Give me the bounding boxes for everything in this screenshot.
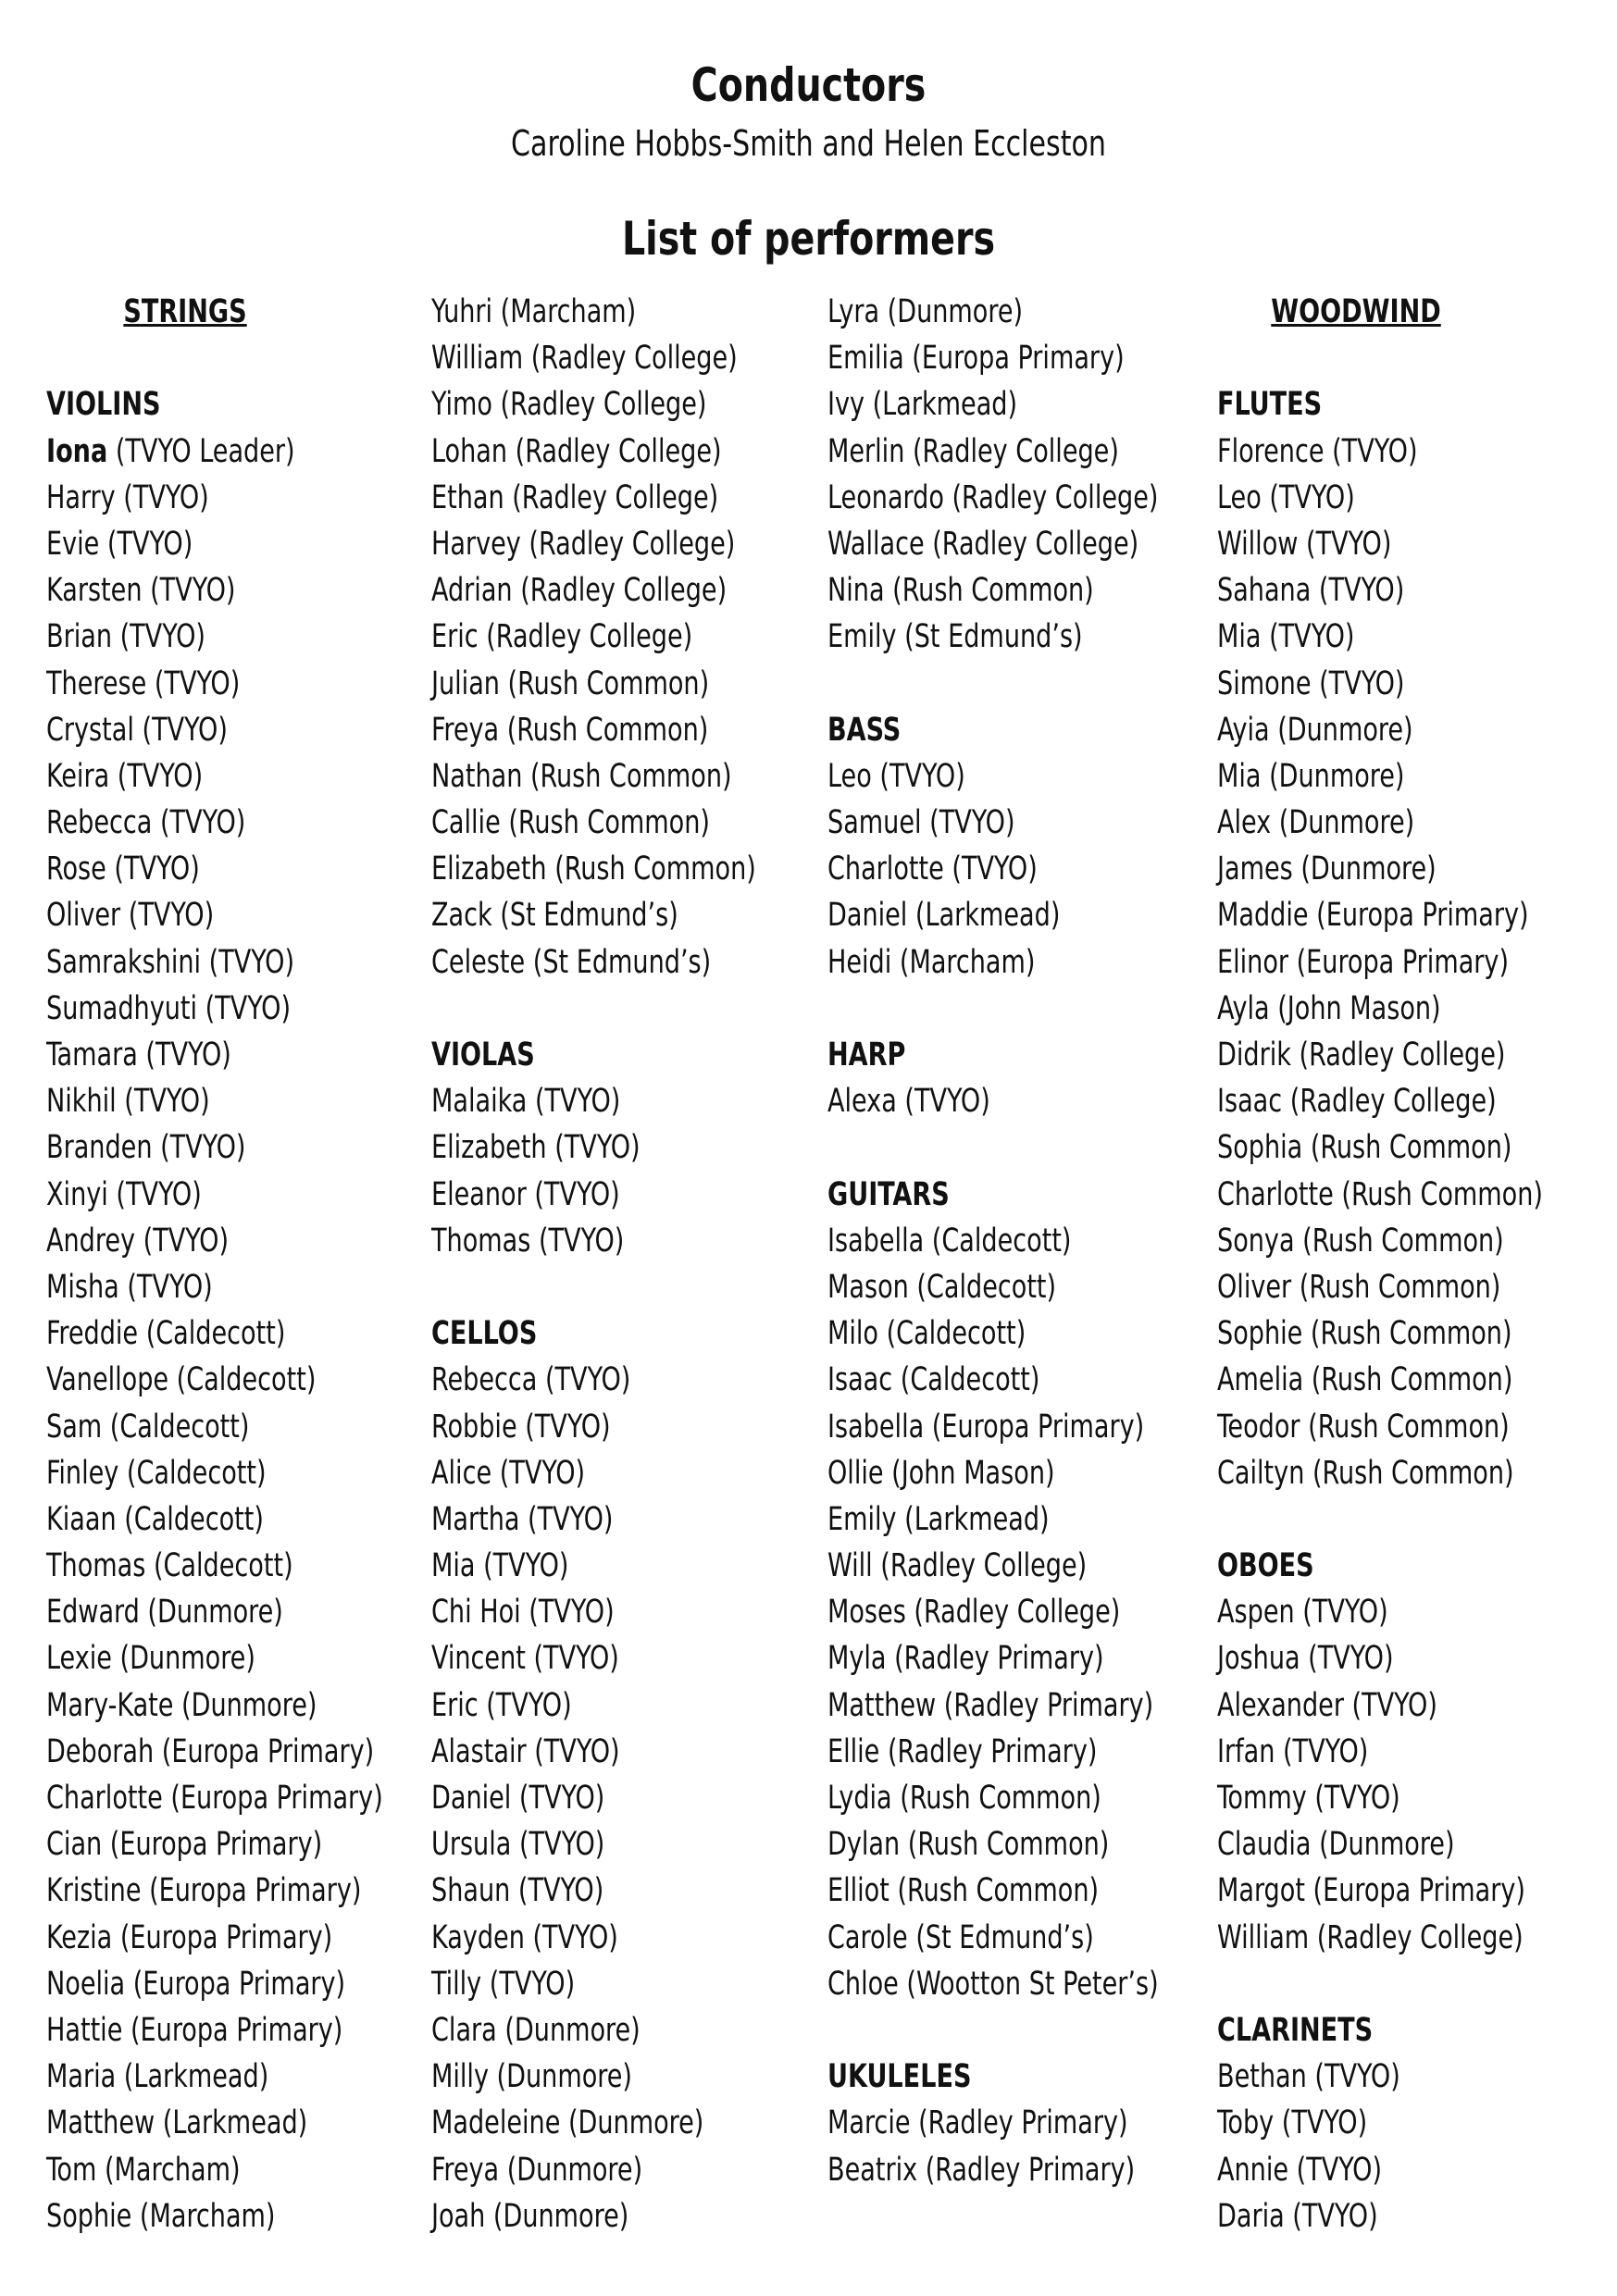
performer-entry: Nina (Rush Common) [827, 572, 1094, 610]
performer-entry: Beatrix (Radley Primary) [827, 2151, 1136, 2189]
performer-entry: Sam (Caldecott) [46, 1408, 250, 1446]
performer-entry: Matthew (Larkmead) [46, 2104, 308, 2142]
blank-line [431, 1264, 774, 1310]
performer-entry: Edward (Dunmore) [46, 1594, 283, 1632]
performer-entry: Maria (Larkmead) [46, 2058, 269, 2096]
performer-entry: Vanellope (Caldecott) [46, 1361, 317, 1399]
performer-entry: Tamara (TVYO) [46, 1036, 231, 1074]
performer-entry: Thomas (Caldecott) [46, 1547, 293, 1585]
performer-entry: Toby (TVYO) [1217, 2104, 1368, 2142]
blank-line [827, 2007, 1170, 2054]
performer-entry: Elizabeth (Rush Common) [431, 850, 756, 888]
performer-entry: Will (Radley College) [827, 1547, 1088, 1585]
performer-entry: Simone (TVYO) [1217, 664, 1405, 702]
blank-line [46, 335, 389, 381]
performer-entry: Tommy (TVYO) [1217, 1780, 1400, 1817]
performer-entry: Bethan (TVYO) [1217, 2058, 1400, 2096]
column-4 [1217, 289, 1615, 2240]
blank-line [827, 1124, 1170, 1171]
conductors-names: Caroline Hobbs-Smith and Helen Eccleston [510, 123, 1107, 164]
column-1 [46, 289, 444, 2240]
performer-entry: Karsten (TVYO) [46, 572, 236, 610]
performer-entry: Rose (TVYO) [46, 850, 200, 888]
performer-entry: Claudia (Dunmore) [1217, 1826, 1455, 1864]
performer-entry: Isabella (Caldecott) [827, 1222, 1072, 1260]
performer-entry: Matthew (Radley Primary) [827, 1686, 1154, 1724]
performer-entry: Sonya (Rush Common) [1217, 1222, 1504, 1260]
performer-entry: Charlotte (TVYO) [827, 850, 1038, 888]
performer-entry: Robbie (TVYO) [431, 1408, 611, 1446]
performer-entry: Nikhil (TVYO) [46, 1083, 210, 1121]
performer-entry: Myla (Radley Primary) [827, 1640, 1104, 1678]
performer-entry: Hattie (Europa Primary) [46, 2011, 343, 2049]
performer-entry [46, 428, 389, 475]
performer-entry: Samrakshini (TVYO) [46, 943, 295, 981]
performer-entry: Malaika (TVYO) [431, 1083, 621, 1121]
performer-entry: Freya (Rush Common) [431, 711, 709, 749]
performer-entry: Alice (TVYO) [431, 1454, 586, 1492]
performer-entry: Oliver (TVYO) [46, 897, 215, 935]
performer-entry: Margot (Europa Primary) [1217, 1872, 1525, 1910]
instrument-heading: VIOLAS [431, 1036, 535, 1074]
performer-entry: Rebecca (TVYO) [431, 1361, 631, 1399]
column-2 [431, 289, 829, 2240]
performer-entry: Amelia (Rush Common) [1217, 1361, 1513, 1399]
performer-entry: Florence (TVYO) [1217, 432, 1418, 470]
performer-entry: Leo (TVYO) [1217, 478, 1355, 516]
performer-entry: Tom (Marcham) [46, 2151, 241, 2189]
performer-entry: Moses (Radley College) [827, 1594, 1121, 1632]
performer-entry: Kristine (Europa Primary) [46, 1872, 362, 1910]
performer-entry: Cailtyn (Rush Common) [1217, 1454, 1514, 1492]
performer-entry: James (Dunmore) [1217, 850, 1437, 888]
conductors-title: Conductors [690, 58, 927, 112]
performer-entry: Isabella (Europa Primary) [827, 1408, 1145, 1446]
performer-entry: Emily (St Edmund’s) [827, 618, 1083, 656]
performer-entry: William (Radley College) [1217, 1918, 1524, 1956]
performer-entry: Alexa (TVYO) [827, 1083, 990, 1121]
performer-entry: Freddie (Caldecott) [46, 1315, 286, 1353]
section-heading: STRINGS [123, 293, 247, 330]
performer-entry: Ayia (Dunmore) [1217, 711, 1413, 749]
performer-entry: Lexie (Dunmore) [46, 1640, 255, 1678]
performer-entry: Eleanor (TVYO) [431, 1175, 620, 1213]
performer-entry: Cian (Europa Primary) [46, 1826, 323, 1864]
performer-entry: Xinyi (TVYO) [46, 1175, 202, 1213]
performer-entry: Mia (TVYO) [431, 1547, 569, 1585]
performer-entry: Keira (TVYO) [46, 757, 204, 795]
performer-entry: Milly (Dunmore) [431, 2058, 632, 2096]
performer-entry: Carole (St Edmund’s) [827, 1918, 1094, 1956]
blank-line [1217, 335, 1560, 381]
instrument-heading: HARP [827, 1036, 906, 1074]
performer-entry: Celeste (St Edmund’s) [431, 943, 712, 981]
performer-entry: Mary-Kate (Dunmore) [46, 1686, 317, 1724]
instrument-heading: BASS [827, 711, 902, 749]
performer-entry: Adrian (Radley College) [431, 572, 728, 610]
performer-entry: Kayden (TVYO) [431, 1918, 618, 1956]
blank-line [827, 661, 1170, 707]
performer-entry: Elizabeth (TVYO) [431, 1129, 641, 1167]
performer-entry: Sophie (Marcham) [46, 2197, 276, 2235]
performer-entry: Nathan (Rush Common) [431, 757, 732, 795]
instrument-heading: GUITARS [827, 1175, 950, 1213]
performer-entry: Vincent (TVYO) [431, 1640, 619, 1678]
performer-entry: Leonardo (Radley College) [827, 478, 1159, 516]
performer-entry: Therese (TVYO) [46, 664, 241, 702]
performer-entry: Callie (Rush Common) [431, 804, 710, 842]
performer-entry: Deborah (Europa Primary) [46, 1732, 375, 1770]
performer-entry: Tilly (TVYO) [431, 1965, 576, 2003]
performer-entry: Aspen (TVYO) [1217, 1594, 1388, 1632]
performer-entry: Sophia (Rush Common) [1217, 1129, 1512, 1167]
performer-entry: Mia (Dunmore) [1217, 757, 1405, 795]
performer-entry: Milo (Caldecott) [827, 1315, 1026, 1353]
performers-list-title: List of performers [621, 212, 996, 266]
performer-entry: Mia (TVYO) [1217, 618, 1355, 656]
performer-entry: Teodor (Rush Common) [1217, 1408, 1510, 1446]
blank-line [431, 986, 774, 1032]
section-heading: WOODWIND [1271, 293, 1441, 330]
instrument-heading: UKULELES [827, 2058, 972, 2096]
performer-entry: Ellie (Radley Primary) [827, 1732, 1098, 1770]
performer-entry: Kiaan (Caldecott) [46, 1500, 264, 1538]
performer-entry: Yimo (Radley College) [431, 386, 707, 424]
performer-entry: Brian (TVYO) [46, 618, 205, 656]
performer-entry: Heidi (Marcham) [827, 943, 1036, 981]
performer-entry: Isaac (Radley College) [1217, 1083, 1497, 1121]
performer-entry: Joshua (TVYO) [1217, 1640, 1394, 1678]
instrument-heading: FLUTES [1217, 386, 1323, 424]
performer-entry: Daria (TVYO) [1217, 2197, 1378, 2235]
performer-entry: Emilia (Europa Primary) [827, 340, 1125, 378]
performer-entry: Merlin (Radley College) [827, 432, 1119, 470]
leader-name: Iona [46, 432, 108, 470]
performer-entry: Emily (Larkmead) [827, 1500, 1050, 1538]
performer-entry: Elinor (Europa Primary) [1217, 943, 1510, 981]
performer-entry: Sumadhyuti (TVYO) [46, 989, 292, 1027]
performer-entry: Harry (TVYO) [46, 478, 209, 516]
performer-entry: Yuhri (Marcham) [431, 293, 637, 330]
performer-entry: Sahana (TVYO) [1217, 572, 1405, 610]
performer-entry: Chi Hoi (TVYO) [431, 1594, 615, 1632]
performer-entry: Crystal (TVYO) [46, 711, 228, 749]
performer-entry: Charlotte (Europa Primary) [46, 1780, 383, 1817]
performer-entry: Samuel (TVYO) [827, 804, 1015, 842]
performer-entry: Wallace (Radley College) [827, 525, 1139, 563]
performer-entry: Zack (St Edmund’s) [431, 897, 678, 935]
performer-entry: Irfan (TVYO) [1217, 1732, 1369, 1770]
performer-entry: Evie (TVYO) [46, 525, 193, 563]
performer-entry: Eric (TVYO) [431, 1686, 572, 1724]
performer-entry: Chloe (Wootton St Peter’s) [827, 1965, 1159, 2003]
performer-entry: Isaac (Caldecott) [827, 1361, 1040, 1399]
instrument-heading: CLARINETS [1217, 2011, 1374, 2049]
performer-entry: Ethan (Radley College) [431, 478, 719, 516]
performer-entry: Misha (TVYO) [46, 1268, 213, 1306]
leader-role: (TVYO Leader) [107, 432, 295, 470]
performer-entry: Leo (TVYO) [827, 757, 965, 795]
performer-entry: Ollie (John Mason) [827, 1454, 1055, 1492]
performer-entry: Ivy (Larkmead) [827, 386, 1018, 424]
performer-entry: Maddie (Europa Primary) [1217, 897, 1529, 935]
performer-entry: Annie (TVYO) [1217, 2151, 1383, 2189]
performer-entry: Ursula (TVYO) [431, 1826, 605, 1864]
performer-entry: Andrey (TVYO) [46, 1222, 230, 1260]
performer-entry: Martha (TVYO) [431, 1500, 614, 1538]
performer-entry: Freya (Dunmore) [431, 2151, 643, 2189]
performer-entry: Noelia (Europa Primary) [46, 1965, 346, 2003]
performer-entry: Didrik (Radley College) [1217, 1036, 1506, 1074]
performer-entry: William (Radley College) [431, 340, 738, 378]
instrument-heading: CELLOS [431, 1315, 538, 1353]
performer-entry: Julian (Rush Common) [431, 664, 710, 702]
performer-entry: Eric (Radley College) [431, 618, 693, 656]
blank-line [1217, 1961, 1560, 2007]
performer-entry: Daniel (TVYO) [431, 1780, 605, 1817]
performer-entry: Lohan (Radley College) [431, 432, 722, 470]
blank-line [827, 986, 1170, 1032]
performer-entry: Kezia (Europa Primary) [46, 1918, 333, 1956]
blank-line [1217, 1496, 1560, 1543]
performer-entry: Lyra (Dunmore) [827, 293, 1024, 330]
performer-entry: Oliver (Rush Common) [1217, 1268, 1501, 1306]
performer-entry: Thomas (TVYO) [431, 1222, 625, 1260]
performer-entry: Alexander (TVYO) [1217, 1686, 1437, 1724]
performer-entry: Lydia (Rush Common) [827, 1780, 1101, 1817]
performer-entry: Charlotte (Rush Common) [1217, 1175, 1543, 1213]
performer-entry: Dylan (Rush Common) [827, 1826, 1110, 1864]
performer-entry: Clara (Dunmore) [431, 2011, 641, 2049]
performer-entry: Daniel (Larkmead) [827, 897, 1061, 935]
performer-entry: Shaun (TVYO) [431, 1872, 604, 1910]
performer-entry: Finley (Caldecott) [46, 1454, 267, 1492]
performer-entry: Mason (Caldecott) [827, 1268, 1057, 1306]
performer-entry: Ayla (John Mason) [1217, 989, 1441, 1027]
performer-entry: Sophie (Rush Common) [1217, 1315, 1512, 1353]
column-3 [827, 289, 1225, 2193]
instrument-heading: VIOLINS [46, 386, 161, 424]
performer-entry: Elliot (Rush Common) [827, 1872, 1100, 1910]
performer-entry: Joah (Dunmore) [431, 2197, 629, 2235]
instrument-heading: OBOES [1217, 1547, 1314, 1585]
performer-entry: Madeleine (Dunmore) [431, 2104, 704, 2142]
performer-entry: Marcie (Radley Primary) [827, 2104, 1128, 2142]
performer-entry: Alex (Dunmore) [1217, 804, 1415, 842]
performer-entry: Willow (TVYO) [1217, 525, 1392, 563]
performer-entry: Rebecca (TVYO) [46, 804, 246, 842]
performer-entry: Branden (TVYO) [46, 1129, 246, 1167]
performer-entry: Harvey (Radley College) [431, 525, 736, 563]
performer-entry: Alastair (TVYO) [431, 1732, 620, 1770]
